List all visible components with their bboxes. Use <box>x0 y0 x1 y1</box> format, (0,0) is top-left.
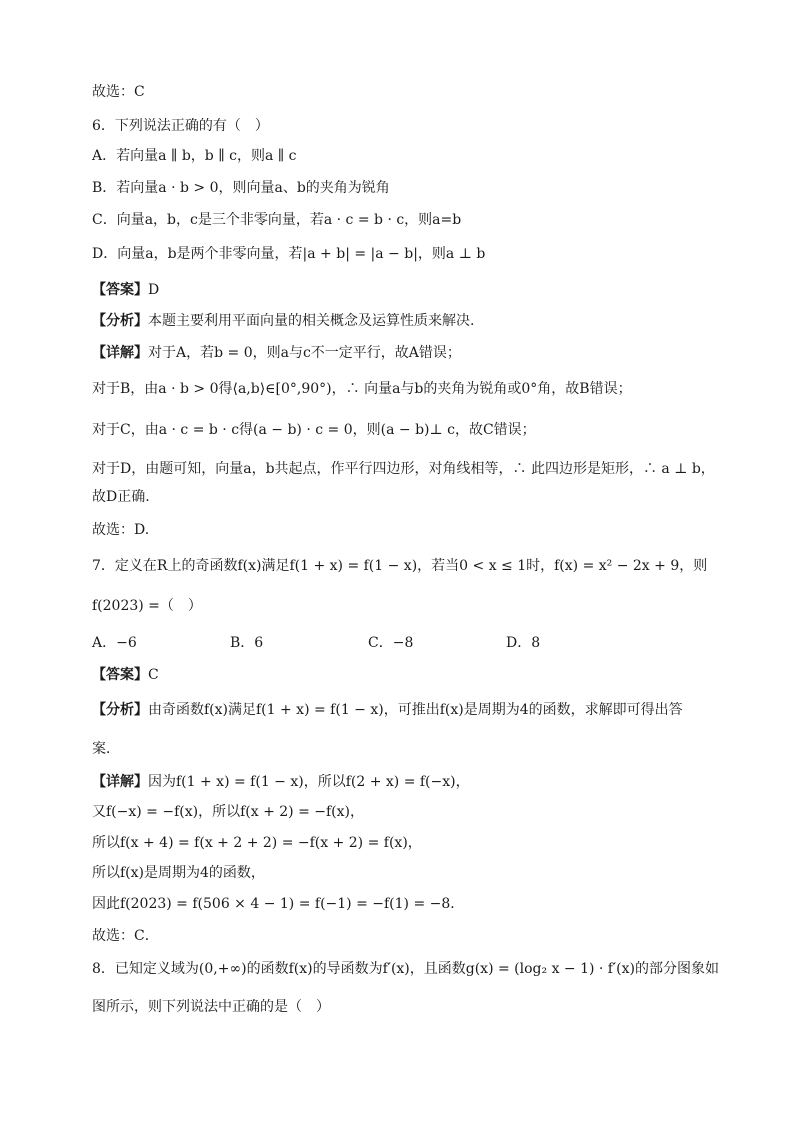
question-6-analysis <box>92 311 702 331</box>
analysis-tag: 【分析】 <box>92 702 148 718</box>
question-8-stem: 8．已知定义域为(0,+∞)的函数f(x)的导函数为f′(x)，且函数g(x) = (log₂ x − 1) · f′(x)的部分图象如 <box>92 961 719 977</box>
detail-text: 因为f(1 + x) = f(1 − x)，所以f(2 + x) = f(−x)， <box>148 774 470 790</box>
question-7-detail <box>92 772 702 792</box>
answer-tag: 【答案】 <box>92 282 148 298</box>
question-6-detail-b: 对于B，由a · b > 0得⟨a,b⟩∈[0°,90°)，∴ 向量a与b的夹角为锐角或0°角，故B错误； <box>92 381 632 397</box>
question-7-option-b: B．6 <box>230 635 264 651</box>
detail-text: 对于A，若b = 0，则a与c不一定平行，故A错误； <box>148 345 461 361</box>
detail-tag: 【详解】 <box>92 345 148 361</box>
question-7-detail-5: 因此f(2023) = f(506 × 4 − 1) = f(−1) = −f(1) = −8． <box>92 896 465 912</box>
question-6-stem: 6．下列说法正确的有（ ） <box>92 118 269 134</box>
question-6-detail-d: 对于D，由题可知，向量a，b共起点，作平行四边形，对角线相等，∴ 此四边形是矩形，∴ a ⊥ b， <box>92 461 715 477</box>
question-7-option-d: D．8 <box>506 635 541 651</box>
question-6-option-d: D．向量a，b是两个非零向量，若|a + b| = |a − b|，则a ⊥ b <box>92 246 486 262</box>
question-7-stem: 7．定义在R上的奇函数f(x)满足f(1 + x) = f(1 − x)，若当0 < x ≤ 1时，f(x) = x² − 2x + 9，则 <box>92 558 708 574</box>
question-7-options <box>92 633 702 653</box>
analysis-tag: 【分析】 <box>92 313 148 329</box>
analysis-text: 由奇函数f(x)满足f(1 + x) = f(1 − x)，可推出f(x)是周期为4的函数，求解即可得出答 <box>148 702 683 718</box>
question-7-detail-3: 所以f(x + 4) = f(x + 2 + 2) = −f(x + 2) = f(x)， <box>92 835 422 851</box>
question-7-analysis-2: 案． <box>92 741 120 757</box>
question-6-detail-c: 对于C，由a · c = b · c得(a − b) · c = 0，则(a − b)⊥ c，故C错误； <box>92 422 536 438</box>
question-7-detail-4: 所以f(x)是周期为4的函数， <box>92 865 265 881</box>
question-8-stem-2: 图所示，则下列说法中正确的是（ ） <box>92 999 330 1015</box>
question-6-detail <box>92 343 702 363</box>
question-7-option-c: C．−8 <box>368 635 414 651</box>
analysis-text: 本题主要利用平面向量的相关概念及运算性质来解决. <box>148 313 475 329</box>
question-6-option-a: A．若向量a ∥ b，b ∥ c，则a ∥ c <box>92 148 297 164</box>
question-6-detail-d2: 故D正确. <box>92 489 150 505</box>
question-6-select: 故选：D. <box>92 522 150 538</box>
question-7-analysis <box>92 700 702 720</box>
question-7-stem-2: f(2023) =（ ） <box>92 598 202 614</box>
question-7-detail-2: 又f(−x) = −f(x)，所以f(x + 2) = −f(x)， <box>92 804 364 820</box>
prev-answer-select: 故选：C <box>92 84 145 100</box>
question-6-option-b: B．若向量a · b > 0，则向量a、b的夹角为锐角 <box>92 180 390 196</box>
detail-tag: 【详解】 <box>92 774 148 790</box>
question-7-select: 故选：C． <box>92 928 159 944</box>
answer-value: C <box>148 667 159 683</box>
question-6-option-c: C．向量a，b，c是三个非零向量，若a · c = b · c，则a=b <box>92 212 462 228</box>
question-7-answer <box>92 665 702 685</box>
question-6-answer <box>92 280 702 300</box>
answer-value: D <box>148 282 160 298</box>
question-7-option-a: A．−6 <box>92 635 137 651</box>
answer-tag: 【答案】 <box>92 667 148 683</box>
